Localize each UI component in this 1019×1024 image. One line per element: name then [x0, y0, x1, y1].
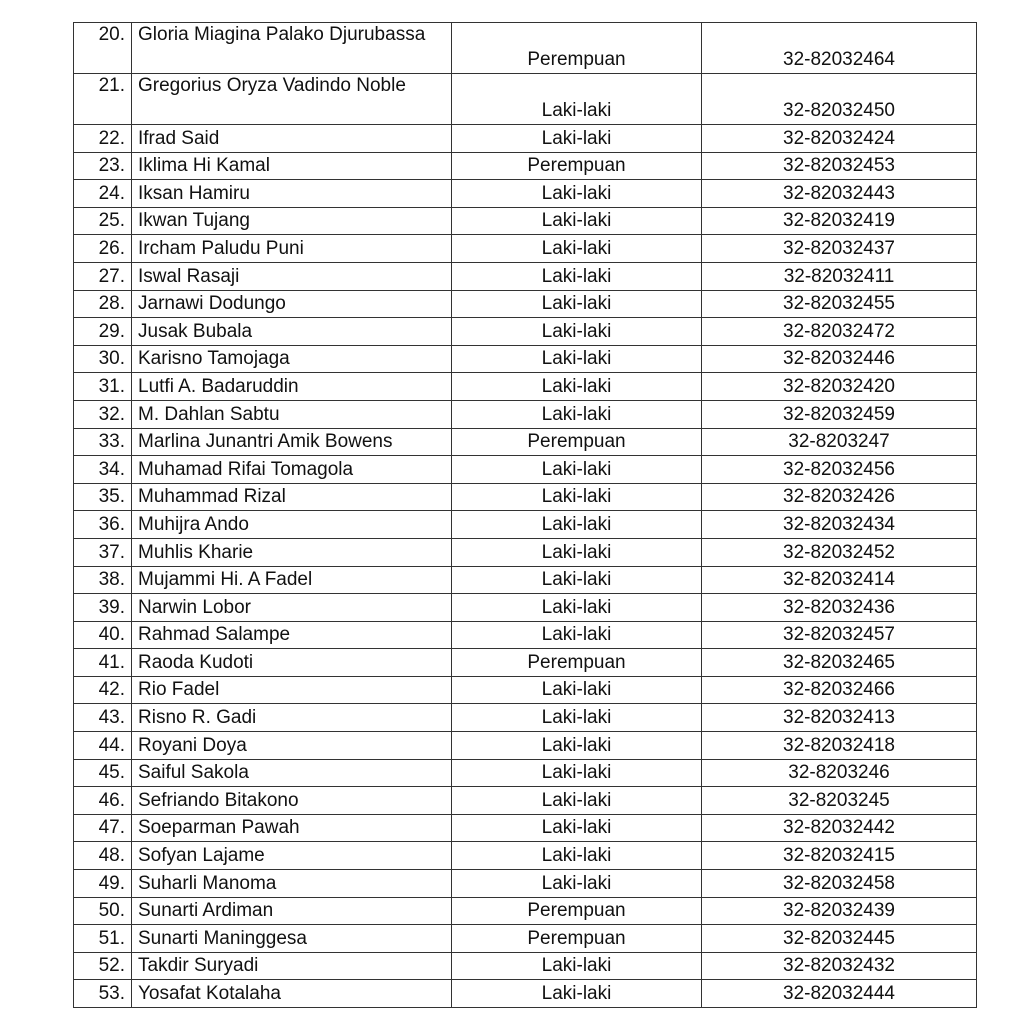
participant-id-number: 32-82032418: [702, 732, 977, 760]
table-row: [74, 483, 977, 511]
participant-name: Gloria Miagina Palako Djurubassa: [132, 23, 452, 74]
participant-gender: Laki-laki: [452, 952, 702, 980]
row-number: 49.: [74, 870, 132, 898]
participant-gender: Laki-laki: [452, 262, 702, 290]
participant-table-body: [74, 23, 977, 1008]
row-number: 44.: [74, 732, 132, 760]
participant-id-number: 32-82032466: [702, 676, 977, 704]
participant-name: Rahmad Salampe: [132, 621, 452, 649]
table-row: [74, 262, 977, 290]
row-number: 21.: [74, 74, 132, 125]
participant-id-number: 32-82032413: [702, 704, 977, 732]
participant-gender: Laki-laki: [452, 511, 702, 539]
participant-name: Muhijra Ando: [132, 511, 452, 539]
table-row: [74, 870, 977, 898]
participant-gender: Laki-laki: [452, 787, 702, 815]
participant-name: Takdir Suryadi: [132, 952, 452, 980]
participant-gender: Laki-laki: [452, 456, 702, 484]
row-number: 31.: [74, 373, 132, 401]
participant-gender: Laki-laki: [452, 345, 702, 373]
table-row: [74, 290, 977, 318]
participant-id-number: 32-82032432: [702, 952, 977, 980]
row-number: 28.: [74, 290, 132, 318]
participant-gender: Perempuan: [452, 649, 702, 677]
participant-id-number: 32-82032458: [702, 870, 977, 898]
row-number: 42.: [74, 676, 132, 704]
table-row: [74, 649, 977, 677]
row-number: 43.: [74, 704, 132, 732]
table-row: [74, 125, 977, 153]
row-number: 26.: [74, 235, 132, 263]
participant-name: Muhammad Rizal: [132, 483, 452, 511]
participant-gender: Laki-laki: [452, 759, 702, 787]
row-number: 48.: [74, 842, 132, 870]
row-number: 36.: [74, 511, 132, 539]
participant-name: Suharli Manoma: [132, 870, 452, 898]
participant-gender: Laki-laki: [452, 814, 702, 842]
table-row: [74, 925, 977, 953]
table-row: [74, 428, 977, 456]
participant-id-number: 32-82032464: [702, 23, 977, 74]
participant-name: Saiful Sakola: [132, 759, 452, 787]
row-number: 53.: [74, 980, 132, 1008]
participant-name: Ifrad Said: [132, 125, 452, 153]
participant-gender: Laki-laki: [452, 290, 702, 318]
participant-name: Muhamad Rifai Tomagola: [132, 456, 452, 484]
participant-name: M. Dahlan Sabtu: [132, 400, 452, 428]
row-number: 33.: [74, 428, 132, 456]
table-row: [74, 152, 977, 180]
table-row: [74, 621, 977, 649]
row-number: 52.: [74, 952, 132, 980]
participant-id-number: 32-82032455: [702, 290, 977, 318]
table-row: [74, 511, 977, 539]
participant-name: Sofyan Lajame: [132, 842, 452, 870]
participant-id-number: 32-82032436: [702, 594, 977, 622]
participant-table: [73, 22, 977, 1008]
participant-name: Mujammi Hi. A Fadel: [132, 566, 452, 594]
participant-name: Royani Doya: [132, 732, 452, 760]
row-number: 20.: [74, 23, 132, 74]
table-row: [74, 814, 977, 842]
table-row: [74, 897, 977, 925]
participant-gender: Laki-laki: [452, 318, 702, 346]
participant-id-number: 32-82032434: [702, 511, 977, 539]
participant-gender: Perempuan: [452, 428, 702, 456]
table-row: [74, 207, 977, 235]
participant-gender: Laki-laki: [452, 704, 702, 732]
participant-id-number: 32-82032444: [702, 980, 977, 1008]
row-number: 34.: [74, 456, 132, 484]
participant-name: Marlina Junantri Amik Bowens: [132, 428, 452, 456]
row-number: 29.: [74, 318, 132, 346]
participant-gender: Perempuan: [452, 152, 702, 180]
participant-gender: Laki-laki: [452, 566, 702, 594]
row-number: 40.: [74, 621, 132, 649]
row-number: 39.: [74, 594, 132, 622]
participant-id-number: 32-82032472: [702, 318, 977, 346]
participant-id-number: 32-82032442: [702, 814, 977, 842]
participant-name: Jusak Bubala: [132, 318, 452, 346]
participant-id-number: 32-82032459: [702, 400, 977, 428]
participant-name: Risno R. Gadi: [132, 704, 452, 732]
participant-gender: Laki-laki: [452, 732, 702, 760]
participant-gender: Laki-laki: [452, 235, 702, 263]
row-number: 24.: [74, 180, 132, 208]
row-number: 22.: [74, 125, 132, 153]
participant-id-number: 32-82032426: [702, 483, 977, 511]
participant-gender: Perempuan: [452, 897, 702, 925]
table-row: [74, 74, 977, 125]
table-row: [74, 318, 977, 346]
participant-id-number: 32-82032450: [702, 74, 977, 125]
row-number: 25.: [74, 207, 132, 235]
table-row: [74, 23, 977, 74]
row-number: 37.: [74, 538, 132, 566]
participant-name: Rio Fadel: [132, 676, 452, 704]
participant-name: Lutfi A. Badaruddin: [132, 373, 452, 401]
participant-name: Gregorius Oryza Vadindo Noble: [132, 74, 452, 125]
table-row: [74, 704, 977, 732]
participant-gender: Laki-laki: [452, 980, 702, 1008]
row-number: 32.: [74, 400, 132, 428]
table-row: [74, 676, 977, 704]
participant-gender: Laki-laki: [452, 400, 702, 428]
table-row: [74, 980, 977, 1008]
participant-name: Karisno Tamojaga: [132, 345, 452, 373]
participant-gender: Laki-laki: [452, 207, 702, 235]
table-row: [74, 400, 977, 428]
participant-name: Narwin Lobor: [132, 594, 452, 622]
participant-name: Raoda Kudoti: [132, 649, 452, 677]
participant-id-number: 32-82032443: [702, 180, 977, 208]
table-row: [74, 732, 977, 760]
participant-name: Iksan Hamiru: [132, 180, 452, 208]
table-row: [74, 842, 977, 870]
participant-gender: Laki-laki: [452, 74, 702, 125]
participant-gender: Laki-laki: [452, 594, 702, 622]
table-row: [74, 538, 977, 566]
participant-id-number: 32-82032420: [702, 373, 977, 401]
participant-name: Ikwan Tujang: [132, 207, 452, 235]
participant-id-number: 32-82032424: [702, 125, 977, 153]
table-row: [74, 787, 977, 815]
participant-name: Sefriando Bitakono: [132, 787, 452, 815]
participant-name: Sunarti Ardiman: [132, 897, 452, 925]
participant-id-number: 32-82032446: [702, 345, 977, 373]
table-row: [74, 180, 977, 208]
row-number: 45.: [74, 759, 132, 787]
participant-gender: Laki-laki: [452, 842, 702, 870]
participant-gender: Perempuan: [452, 23, 702, 74]
participant-id-number: 32-8203245: [702, 787, 977, 815]
participant-id-number: 32-82032456: [702, 456, 977, 484]
row-number: 47.: [74, 814, 132, 842]
participant-id-number: 32-8203246: [702, 759, 977, 787]
participant-gender: Laki-laki: [452, 125, 702, 153]
participant-id-number: 32-82032411: [702, 262, 977, 290]
participant-gender: Laki-laki: [452, 870, 702, 898]
row-number: 41.: [74, 649, 132, 677]
row-number: 27.: [74, 262, 132, 290]
table-row: [74, 373, 977, 401]
row-number: 51.: [74, 925, 132, 953]
participant-name: Jarnawi Dodungo: [132, 290, 452, 318]
table-row: [74, 759, 977, 787]
participant-name: Sunarti Maninggesa: [132, 925, 452, 953]
table-row: [74, 456, 977, 484]
row-number: 50.: [74, 897, 132, 925]
row-number: 35.: [74, 483, 132, 511]
participant-gender: Perempuan: [452, 925, 702, 953]
participant-gender: Laki-laki: [452, 676, 702, 704]
participant-id-number: 32-82032439: [702, 897, 977, 925]
participant-name: Yosafat Kotalaha: [132, 980, 452, 1008]
table-row: [74, 566, 977, 594]
participant-name: Iklima Hi Kamal: [132, 152, 452, 180]
participant-name: Muhlis Kharie: [132, 538, 452, 566]
row-number: 30.: [74, 345, 132, 373]
participant-id-number: 32-82032453: [702, 152, 977, 180]
participant-name: Soeparman Pawah: [132, 814, 452, 842]
participant-id-number: 32-82032452: [702, 538, 977, 566]
participant-gender: Laki-laki: [452, 621, 702, 649]
participant-gender: Laki-laki: [452, 180, 702, 208]
participant-id-number: 32-82032415: [702, 842, 977, 870]
participant-gender: Laki-laki: [452, 538, 702, 566]
participant-id-number: 32-82032414: [702, 566, 977, 594]
participant-name: Iswal Rasaji: [132, 262, 452, 290]
participant-id-number: 32-8203247: [702, 428, 977, 456]
participant-name: Ircham Paludu Puni: [132, 235, 452, 263]
row-number: 23.: [74, 152, 132, 180]
participant-gender: Laki-laki: [452, 483, 702, 511]
participant-id-number: 32-82032419: [702, 207, 977, 235]
participant-id-number: 32-82032437: [702, 235, 977, 263]
row-number: 46.: [74, 787, 132, 815]
participant-id-number: 32-82032445: [702, 925, 977, 953]
table-row: [74, 594, 977, 622]
row-number: 38.: [74, 566, 132, 594]
table-row: [74, 345, 977, 373]
participant-id-number: 32-82032465: [702, 649, 977, 677]
participant-gender: Laki-laki: [452, 373, 702, 401]
table-row: [74, 235, 977, 263]
table-row: [74, 952, 977, 980]
participant-id-number: 32-82032457: [702, 621, 977, 649]
